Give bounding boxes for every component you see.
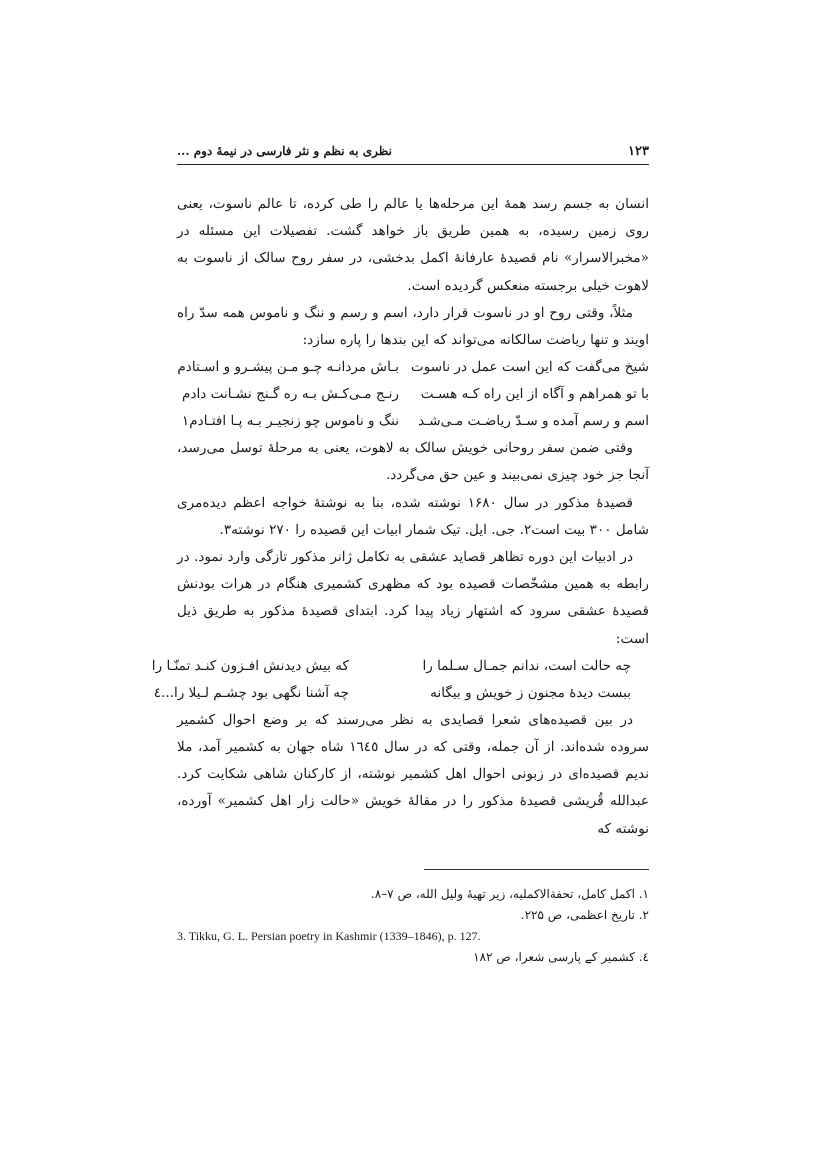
hemistich-first: چه حالت است، ندانم جمـال سـلما را (422, 657, 631, 674)
verse-line (151, 653, 649, 680)
running-title: نظری به نظم و نثر فارسی در نیمهٔ دوم ... (177, 144, 392, 158)
footnote: ۲. تاریخ اعظمی، ص ۲۲۵. (520, 907, 649, 922)
paragraph: در بین قصیده‌های شعرا قصایدی به نظر می‌رسند که بر وضع احوال کشمیر سروده شده‌اند. از آن جمله، وقتی که در سال ۱٦٤٥ شاه جهان به کشمیر آمد، ملا ندیم قصیده‌ای در زبونی احوال اهل کشمیر نوشته، از کارکنان شاهی شکایت کرد. عبدالله قُریشی قصیدهٔ مذکور را در مقالهٔ خویش «حالت زار اهل کشمیر» آورده، نوشته که (177, 711, 649, 837)
hemistich-second: رنـج مـی‌کـش بـه ره گـنج نشـانت دادم (182, 386, 399, 403)
verse-line (177, 408, 649, 435)
verse-line (177, 354, 649, 381)
page-number: ۱۲۳ (628, 144, 649, 159)
footnote: ٤. کشمیر کے پارسی شعرا، ص ۱۸۲ (473, 949, 649, 964)
paragraph: انسان به جسم رسد همهٔ این مرحله‌ها یا عالم را طی کرده، تا عالم ناسوت، یعنی روی زمین رسیده، به همین طریق باز خواهد گشت. تفصیلات این مسئله در «مخبرالاسرار» نام قصیدهٔ عارفانهٔ اکمل بدخشی، در سفر روح سالک از ناسوت به لاهوت خیلی برجسته منعکس گردیده است. (177, 196, 649, 294)
hemistich-first: اسم و رسم آمده و سـدّ ریاضـت مـی‌شـد (418, 413, 649, 430)
footnote: 3. Tikku, G. L. Persian poetry in Kashmir (1339–1846), p. 127. (177, 928, 481, 943)
footnote-separator (424, 869, 649, 870)
hemistich-first: ببست دیدهٔ مجنون ز خویش و بیگانه (430, 684, 631, 701)
paragraph: در ادبیات این دوره تظاهر قصاید عشقی به تکامل ژانر مذکور تازگی وارد نمود. در رابطه به همین مشخّصات قصیده بود که مظهری کشمیری هنگام در هرات بودنش قصیدهٔ عشقی سرود که اشتهار زیاد پیدا کرد. ابتدای قصیدهٔ مذکور به طریق ذیل است: (177, 549, 649, 647)
hemistich-second: بـاش مردانـه چـو مـن پیشـرو و اسـتادم (177, 359, 399, 376)
hemistich-second: که بیش دیدنش افـزون کنـد تمنّـا را (151, 657, 349, 674)
verse-line (177, 381, 649, 408)
hemistich-first: شیخ می‌گفت که این است عمل در ناسوت (410, 359, 649, 376)
page-body (151, 191, 649, 968)
paragraph: مثلاً، وقتی روح او در ناسوت قرار دارد، اسم و رسم و ننگ و ناموس همه سدّ راه اویند و تنها ریاضت سالکانه می‌تواند که این بندها را پاره سازد: (177, 304, 649, 349)
hemistich-second: چه آشنا نگهی بود چشـم لـیلا را...٤ (153, 684, 349, 701)
paragraph: وقتی ضمن سفر روحانی خویش سالک به لاهوت، یعنی به مرحلهٔ توسل می‌رسد، آنجا جز خود چیزی نمی‌بیند و عین حق می‌گردد. (177, 440, 649, 484)
verse-line (153, 680, 649, 707)
footnote: ۱. اکمل کامل، تحفةالاکملیه، زیر تهیهٔ ولیل الله، ص ۷–۸. (370, 886, 649, 901)
running-header (177, 140, 649, 165)
hemistich-second: ننگ و ناموس چو زنجیـر بـه پـا افتـادم۱ (181, 413, 399, 430)
paragraph: قصیدهٔ مذکور در سال ۱۶۸۰ نوشته شده، بنا به نوشتهٔ خواجه اعظم دیده‌مری شامل ۳۰۰ بیت است۲. جی. ایل. تیک شمار ابیات این قصیده را ۲۷۰ نوشته۳. (177, 494, 649, 538)
book-page (151, 140, 649, 968)
hemistich-first: با تو همراهم و آگاه از این راه کـه هسـت (420, 386, 649, 403)
footnotes (177, 884, 649, 968)
